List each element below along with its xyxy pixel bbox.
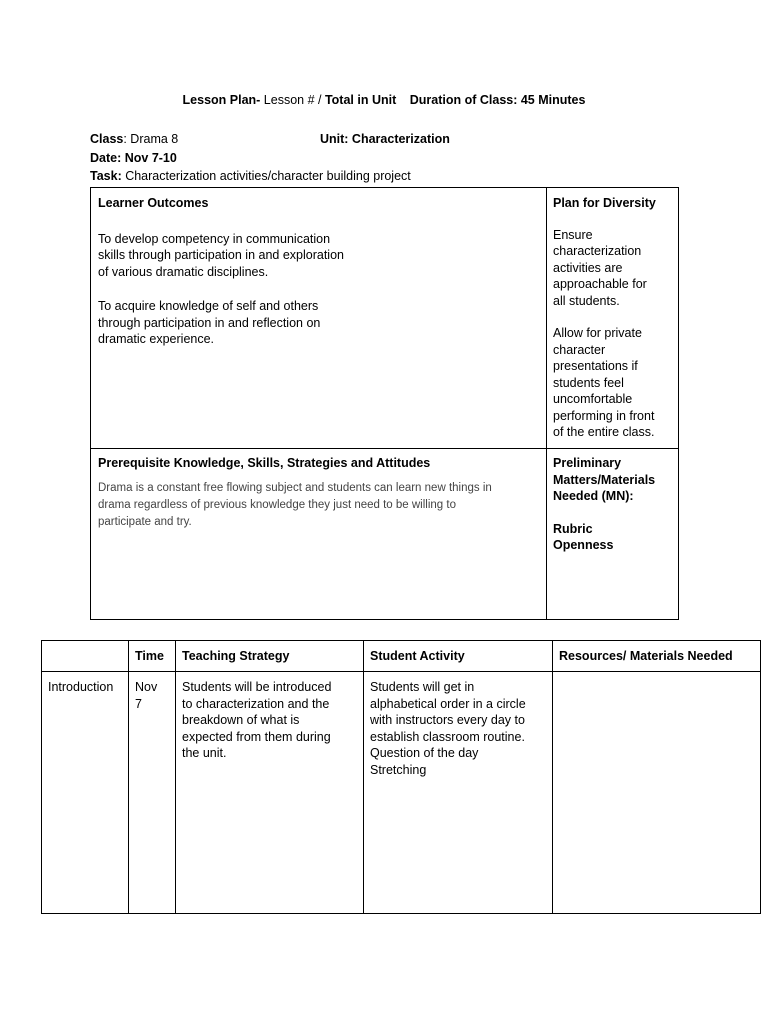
prerequisite-text: Drama is a constant free flowing subject and students can learn new things in drama regardless of previous knowledge they just need to be willing to participate and try.	[98, 481, 492, 528]
plan-row-divider	[91, 448, 678, 449]
materials-items: Rubric Openness	[553, 521, 614, 552]
table-row	[42, 672, 761, 914]
prerequisite-cell	[98, 455, 538, 531]
plan-table	[90, 187, 679, 620]
class-value: : Drama 8	[123, 132, 179, 146]
plan-column-divider	[546, 188, 547, 619]
schedule-header-row	[42, 641, 761, 672]
task-value: Characterization activities/character building project	[121, 169, 411, 183]
materials-heading: Preliminary Matters/Materials Needed (MN):	[553, 456, 656, 503]
duration-text: Duration of Class: 45 Minutes	[409, 93, 586, 107]
row-student-activity: Students will get in alphabetical order in a circle with instructors every day to establish classroom routine. Question of the day Stretching	[364, 672, 553, 914]
schedule-table	[41, 640, 761, 914]
row-phase: Introduction	[42, 672, 129, 914]
diversity-text-2: Allow for private character presentations if students feel uncomfortable performing in front of the entire class.	[553, 326, 655, 439]
header-resources: Resources/ Materials Needed	[553, 641, 761, 672]
task-label: Task:	[90, 169, 122, 183]
title-total-in-unit: Total in Unit	[324, 93, 397, 107]
row-time: Nov 7	[129, 672, 176, 914]
prerequisite-heading: Prerequisite Knowledge, Skills, Strategies and Attitudes	[98, 456, 431, 470]
row-resources	[553, 672, 761, 914]
header-student-activity: Student Activity	[364, 641, 553, 672]
class-label: Class	[90, 132, 124, 146]
learner-outcomes-heading: Learner Outcomes	[98, 196, 209, 210]
header-phase	[42, 641, 129, 672]
page-title	[0, 93, 768, 107]
header-time: Time	[129, 641, 176, 672]
unit-text: Unit: Characterization	[320, 132, 450, 146]
learner-outcomes-cell	[98, 195, 538, 348]
title-lesson-number: Lesson # /	[260, 93, 325, 107]
row-teaching-strategy: Students will be introduced to characterization and the breakdown of what is expected from them during the unit.	[176, 672, 364, 914]
materials-cell	[553, 455, 677, 554]
class-line	[90, 132, 178, 146]
diversity-cell	[553, 195, 677, 441]
learner-outcome-1: To develop competency in communication skills through participation in and exploration of various dramatic disciplines.	[98, 231, 344, 279]
diversity-heading: Plan for Diversity	[553, 196, 656, 210]
header-teaching-strategy: Teaching Strategy	[176, 641, 364, 672]
learner-outcome-2: To acquire knowledge of self and others through participation in and reflection on dramatic experience.	[98, 299, 321, 346]
title-label: Lesson Plan-	[182, 93, 261, 107]
task-line	[90, 169, 411, 183]
diversity-text-1: Ensure characterization activities are approachable for all students.	[553, 227, 647, 308]
date-text: Date: Nov 7-10	[90, 151, 177, 165]
